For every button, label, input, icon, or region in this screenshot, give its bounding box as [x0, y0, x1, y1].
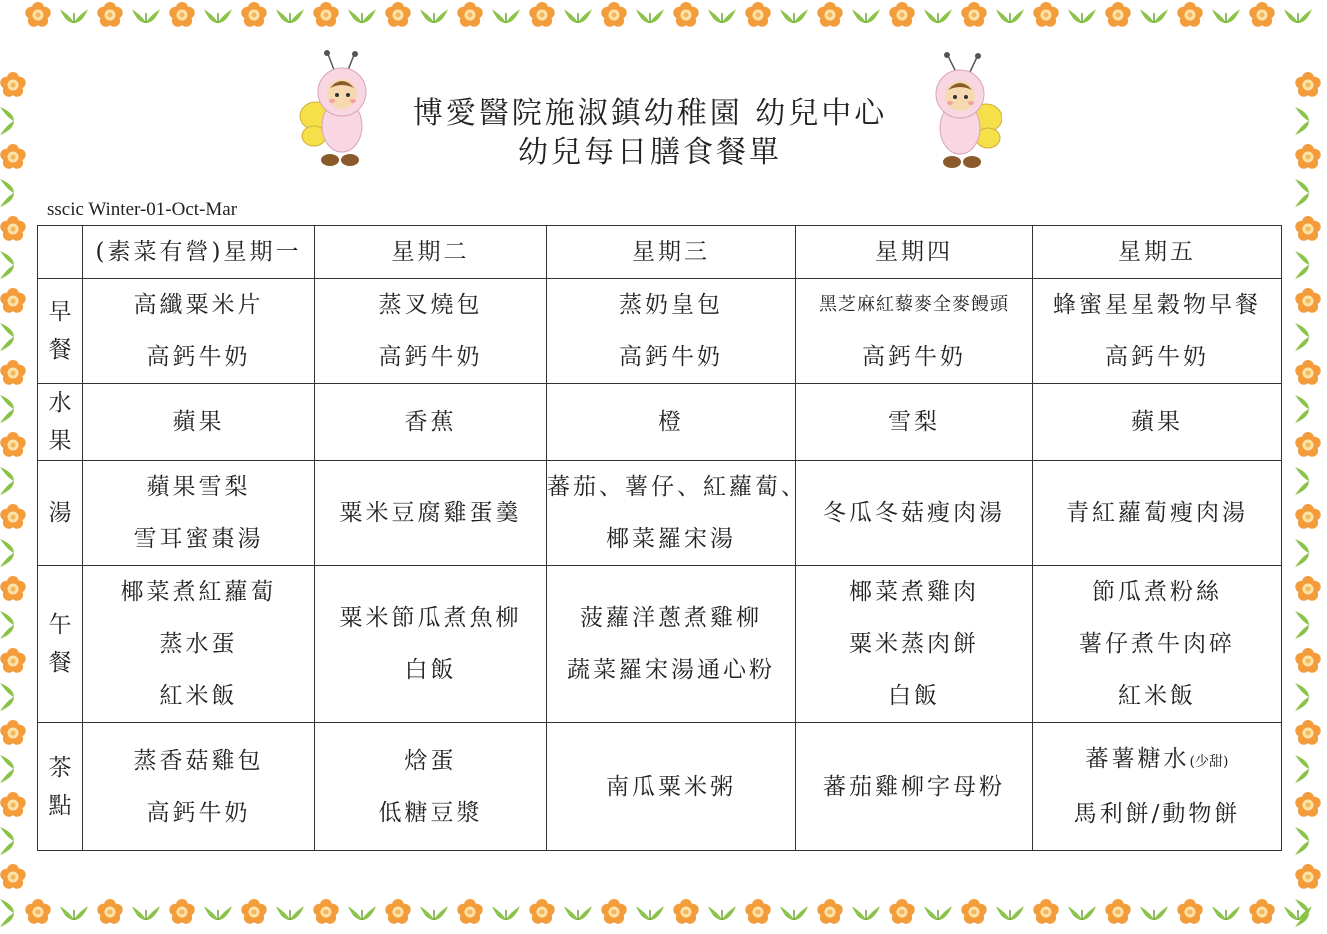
- leaf-icon: [708, 9, 736, 23]
- flower-icon: [1295, 504, 1320, 529]
- lunch-monday: 椰菜煮紅蘿蔔 蒸水蛋 紅米飯: [83, 566, 315, 723]
- flower-icon: [0, 504, 25, 529]
- table-row-soup: [38, 461, 1282, 566]
- leaf-icon: [708, 906, 736, 920]
- leaf-icon: [1295, 539, 1309, 567]
- snack-monday: 蒸香菇雞包 高鈣牛奶: [83, 723, 315, 851]
- fruit-thursday: 雪梨: [796, 384, 1033, 461]
- flower-icon: [817, 2, 842, 27]
- leaf-icon: [852, 9, 880, 23]
- lunch-wednesday: 菠蘿洋蔥煮雞柳 蔬菜羅宋湯通心粉: [547, 566, 796, 723]
- flower-icon: [1105, 2, 1130, 27]
- flower-icon: [1295, 216, 1320, 241]
- leaf-icon: [852, 906, 880, 920]
- leaf-icon: [348, 9, 376, 23]
- row-label-lunch: 午 餐: [38, 566, 83, 723]
- flower-icon: [745, 899, 770, 924]
- leaf-icon: [0, 323, 14, 351]
- lunch-tuesday: 粟米節瓜煮魚柳 白飯: [315, 566, 547, 723]
- row-label-snack: 茶 點: [38, 723, 83, 851]
- leaf-icon: [0, 179, 14, 207]
- flower-icon: [0, 864, 25, 889]
- leaf-icon: [1140, 9, 1168, 23]
- flower-icon: [1295, 144, 1320, 169]
- flower-icon: [1033, 899, 1058, 924]
- flower-icon: [0, 432, 25, 457]
- menu-code: sscic Winter-01-Oct-Mar: [47, 199, 238, 220]
- flower-icon: [25, 2, 50, 27]
- flower-icon: [0, 720, 25, 745]
- flower-icon: [241, 899, 266, 924]
- leaf-icon: [564, 906, 592, 920]
- flower-icon: [1295, 576, 1320, 601]
- flower-icon: [889, 899, 914, 924]
- leaf-icon: [276, 9, 304, 23]
- flower-icon: [1249, 2, 1274, 27]
- leaf-icon: [1284, 9, 1312, 23]
- leaf-icon: [0, 827, 14, 855]
- leaf-icon: [996, 906, 1024, 920]
- table-row-fruit: [38, 384, 1282, 461]
- snack-thursday: 蕃茄雞柳字母粉: [796, 723, 1033, 851]
- leaf-icon: [1295, 683, 1309, 711]
- flower-icon: [0, 792, 25, 817]
- row-label-fruit: 水 果: [38, 384, 83, 461]
- leaf-icon: [1068, 906, 1096, 920]
- leaf-icon: [1212, 906, 1240, 920]
- flower-icon: [385, 899, 410, 924]
- leaf-icon: [204, 9, 232, 23]
- column-header-monday: (素菜有營)星期一: [83, 226, 315, 279]
- flower-icon: [889, 2, 914, 27]
- leaf-icon: [0, 395, 14, 423]
- breakfast-tuesday: 蒸叉燒包 高鈣牛奶: [315, 279, 547, 384]
- fruit-wednesday: 橙: [547, 384, 796, 461]
- flower-icon: [1295, 360, 1320, 385]
- page-title: 博愛醫院施淑鎮幼稚園 幼兒中心: [412, 96, 888, 131]
- flower-icon: [601, 899, 626, 924]
- leaf-icon: [1212, 9, 1240, 23]
- row-label-soup: 湯: [38, 461, 83, 566]
- flower-icon: [1033, 2, 1058, 27]
- soup-monday: 蘋果雪梨 雪耳蜜棗湯: [83, 461, 315, 566]
- flower-icon: [673, 899, 698, 924]
- leaf-icon: [0, 107, 14, 135]
- flower-icon: [1295, 288, 1320, 313]
- fruit-friday: 蘋果: [1033, 384, 1282, 461]
- flower-icon: [1105, 899, 1130, 924]
- flower-icon: [313, 2, 338, 27]
- leaf-icon: [132, 9, 160, 23]
- flower-icon: [529, 2, 554, 27]
- leaf-icon: [420, 906, 448, 920]
- soup-friday: 青紅蘿蔔瘦肉湯: [1033, 461, 1282, 566]
- leaf-icon: [348, 906, 376, 920]
- leaf-icon: [0, 251, 14, 279]
- leaf-icon: [1295, 323, 1309, 351]
- flower-icon: [457, 899, 482, 924]
- leaf-icon: [1295, 251, 1309, 279]
- flower-icon: [0, 360, 25, 385]
- flower-icon: [601, 2, 626, 27]
- leaf-icon: [564, 9, 592, 23]
- flower-icon: [817, 899, 842, 924]
- flower-icon: [1295, 864, 1320, 889]
- flower-icon: [313, 899, 338, 924]
- flower-icon: [745, 2, 770, 27]
- flower-icon: [241, 2, 266, 27]
- leaf-icon: [1295, 755, 1309, 783]
- breakfast-wednesday: 蒸奶皇包 高鈣牛奶: [547, 279, 796, 384]
- breakfast-friday: 蜂蜜星星穀物早餐 高鈣牛奶: [1033, 279, 1282, 384]
- leaf-icon: [0, 539, 14, 567]
- breakfast-monday: 高纖粟米片 高鈣牛奶: [83, 279, 315, 384]
- leaf-icon: [780, 906, 808, 920]
- flower-icon: [1295, 72, 1320, 97]
- flower-icon: [0, 216, 25, 241]
- leaf-icon: [636, 9, 664, 23]
- table-row-lunch: [38, 566, 1282, 723]
- leaf-icon: [1284, 906, 1312, 920]
- flower-icon: [0, 648, 25, 673]
- leaf-icon: [780, 9, 808, 23]
- column-header-thursday: 星期四: [796, 226, 1033, 279]
- leaf-icon: [0, 899, 14, 927]
- flower-icon: [97, 899, 122, 924]
- leaf-icon: [132, 906, 160, 920]
- leaf-icon: [924, 9, 952, 23]
- breakfast-thursday: 黑芝麻紅藜麥全麥饅頭 高鈣牛奶: [796, 279, 1033, 384]
- column-header-wednesday: 星期三: [547, 226, 796, 279]
- soup-wednesday: 蕃茄、薯仔、紅蘿蔔、 椰菜羅宋湯: [547, 461, 796, 566]
- leaf-icon: [1295, 827, 1309, 855]
- soup-tuesday: 粟米豆腐雞蛋羹: [315, 461, 547, 566]
- flower-icon: [1177, 899, 1202, 924]
- flower-icon: [169, 2, 194, 27]
- column-header-tuesday: 星期二: [315, 226, 547, 279]
- leaf-icon: [1140, 906, 1168, 920]
- page-subtitle: 幼兒每日膳食餐單: [518, 135, 782, 170]
- leaf-icon: [636, 906, 664, 920]
- table-row-snack: [38, 723, 1282, 851]
- flower-icon: [0, 576, 25, 601]
- leaf-icon: [60, 906, 88, 920]
- leaf-icon: [1295, 395, 1309, 423]
- flower-icon: [457, 2, 482, 27]
- soup-thursday: 冬瓜冬菇瘦肉湯: [796, 461, 1033, 566]
- fruit-tuesday: 香蕉: [315, 384, 547, 461]
- meal-menu-table: [37, 225, 1282, 851]
- leaf-icon: [996, 9, 1024, 23]
- fruit-monday: 蘋果: [83, 384, 315, 461]
- lunch-friday: 節瓜煮粉絲 薯仔煮牛肉碎 紅米飯: [1033, 566, 1282, 723]
- leaf-icon: [60, 9, 88, 23]
- flower-icon: [1249, 899, 1274, 924]
- leaf-icon: [0, 683, 14, 711]
- snack-tuesday: 焓蛋 低糖豆漿: [315, 723, 547, 851]
- column-header-friday: 星期五: [1033, 226, 1282, 279]
- less-sweet-note: (少甜): [1189, 754, 1229, 770]
- flower-icon: [0, 144, 25, 169]
- flower-icon: [961, 2, 986, 27]
- leaf-icon: [1295, 611, 1309, 639]
- snack-friday: 蕃薯糖水(少甜) 馬利餅/動物餅: [1033, 723, 1282, 851]
- flower-icon: [1177, 2, 1202, 27]
- flower-icon: [961, 899, 986, 924]
- flower-icon: [1295, 648, 1320, 673]
- leaf-icon: [1295, 107, 1309, 135]
- leaf-icon: [0, 467, 14, 495]
- flower-icon: [25, 899, 50, 924]
- flower-icon: [529, 899, 554, 924]
- leaf-icon: [204, 906, 232, 920]
- leaf-icon: [1295, 467, 1309, 495]
- leaf-icon: [924, 906, 952, 920]
- leaf-icon: [0, 755, 14, 783]
- flower-icon: [1295, 720, 1320, 745]
- flower-icon: [0, 288, 25, 313]
- table-header-row: [38, 226, 1282, 279]
- lunch-thursday: 椰菜煮雞肉 粟米蒸肉餅 白飯: [796, 566, 1033, 723]
- flower-icon: [1295, 792, 1320, 817]
- flower-icon: [1295, 432, 1320, 457]
- snack-wednesday: 南瓜粟米粥: [547, 723, 796, 851]
- leaf-icon: [492, 9, 520, 23]
- flower-icon: [673, 2, 698, 27]
- leaf-icon: [1295, 179, 1309, 207]
- leaf-icon: [492, 906, 520, 920]
- table-row-breakfast: [38, 279, 1282, 384]
- flower-icon: [0, 72, 25, 97]
- corner-cell: [38, 226, 83, 279]
- flower-icon: [385, 2, 410, 27]
- flower-icon: [169, 899, 194, 924]
- leaf-icon: [1068, 9, 1096, 23]
- leaf-icon: [0, 611, 14, 639]
- row-label-breakfast: 早 餐: [38, 279, 83, 384]
- leaf-icon: [420, 9, 448, 23]
- leaf-icon: [276, 906, 304, 920]
- flower-icon: [97, 2, 122, 27]
